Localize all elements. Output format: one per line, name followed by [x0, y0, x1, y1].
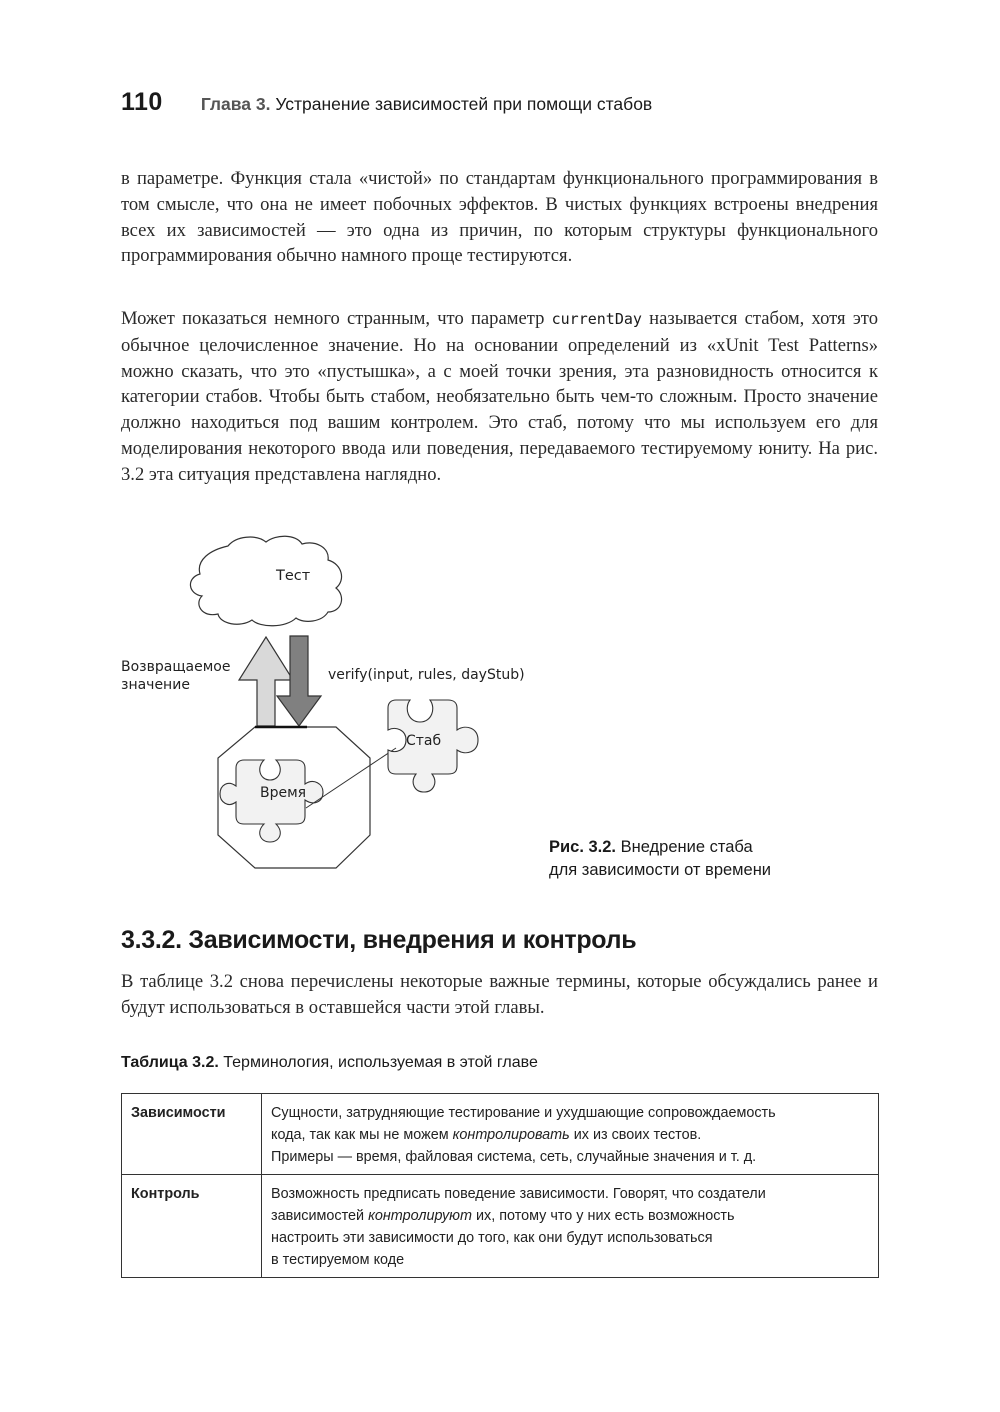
stub-piece-label: Стаб	[406, 733, 442, 749]
definition-cell	[262, 1094, 879, 1175]
def-line: Возможность предписать поведение зависимости. Говорят, что создатели	[271, 1186, 766, 1202]
def-line: их из своих тестов.	[569, 1127, 702, 1143]
def-line: зависимостей	[271, 1208, 369, 1224]
def-line: кода, так как мы не можем	[271, 1127, 453, 1143]
cloud-shape	[190, 536, 341, 626]
diagram-svg	[110, 530, 550, 910]
call-label: verify(input, rules, dayStub)	[328, 667, 525, 683]
inline-code-currentday: currentDay	[551, 310, 642, 328]
chapter-label: Глава 3.	[200, 94, 271, 114]
table-row	[122, 1175, 879, 1278]
def-line: в тестируемом коде	[271, 1252, 405, 1268]
section-heading: 3.3.2. Зависимости, внедрения и контроль	[121, 926, 637, 954]
figure-caption-line1: Внедрение стаба	[620, 838, 753, 856]
body-paragraph-3: В таблице 3.2 снова перечислены некоторые важные термины, которые обсуждались ранее и будут использоваться в оставшейся части этой главы.	[121, 971, 878, 1018]
def-line: настроить эти зависимости до того, как они будут использоваться	[271, 1230, 713, 1246]
return-label-line1: Возвращаемое	[121, 659, 231, 675]
term-cell: Контроль	[122, 1175, 262, 1278]
body-paragraph-2	[121, 306, 878, 488]
return-value-label	[121, 658, 230, 694]
figure-caption-line2: для зависимости от времени	[549, 861, 772, 879]
figure-caption-label: Рис. 3.2.	[549, 838, 617, 856]
definition-cell	[262, 1175, 879, 1278]
page-number: 110	[121, 88, 163, 116]
terminology-table	[121, 1093, 879, 1278]
running-title	[201, 94, 652, 115]
table-caption-text: Терминология, используемая в этой главе	[223, 1054, 538, 1071]
time-piece-label: Время	[260, 785, 307, 801]
running-header	[121, 88, 652, 117]
return-label-line2: значение	[121, 677, 190, 693]
table-row	[122, 1094, 879, 1175]
figure-3-2-diagram	[110, 530, 550, 910]
return-arrow-icon	[239, 637, 293, 726]
def-line: Сущности, затрудняющие тестирование и ухудшающие сопровождаемость	[271, 1105, 776, 1121]
chapter-title: Устранение зависимостей при помощи стабов	[275, 94, 653, 114]
cloud-label-test: Тест	[276, 568, 311, 584]
body-paragraph-1: в параметре. Функция стала «чистой» по стандартам функционального программирования в том смысле, что она не имеет побочных эффектов. В чистых функциях встроены внедрения всех их зависимостей — это одна из причин, по которым структуры функционального программирования обычно намного проще тестируются.	[121, 168, 878, 267]
p2-text-end: называется стабом, хотя это обычное целочисленное значение. Но на основании определений из «xUnit Test Patterns» можно сказать, что это «пустышка», а с моей точки зрения, эта разновидность относится к категории стабов. Чтобы быть стабом, необязательно быть чем-то сложным. Просто значение должно находиться под вашим контролем. Это стаб, потому что мы используем его для моделирования некоторого ввода или поведения, передаваемого тестируемому юниту. На рис. 3.2 эта ситуация представлена наглядно.	[121, 308, 878, 485]
table-caption	[121, 1054, 538, 1072]
call-arrow-icon	[277, 636, 321, 726]
def-line: Примеры — время, файловая система, сеть, случайные значения и т. д.	[271, 1149, 757, 1165]
table-caption-label: Таблица 3.2.	[121, 1054, 219, 1071]
def-line: их, потому что у них есть возможность	[471, 1208, 735, 1224]
p2-text-start: Может показаться немного странным, что параметр	[121, 308, 552, 329]
figure-caption	[549, 836, 771, 882]
term-cell: Зависимости	[122, 1094, 262, 1175]
def-emphasis: контролируют	[368, 1208, 472, 1224]
def-emphasis: контролировать	[452, 1127, 570, 1143]
